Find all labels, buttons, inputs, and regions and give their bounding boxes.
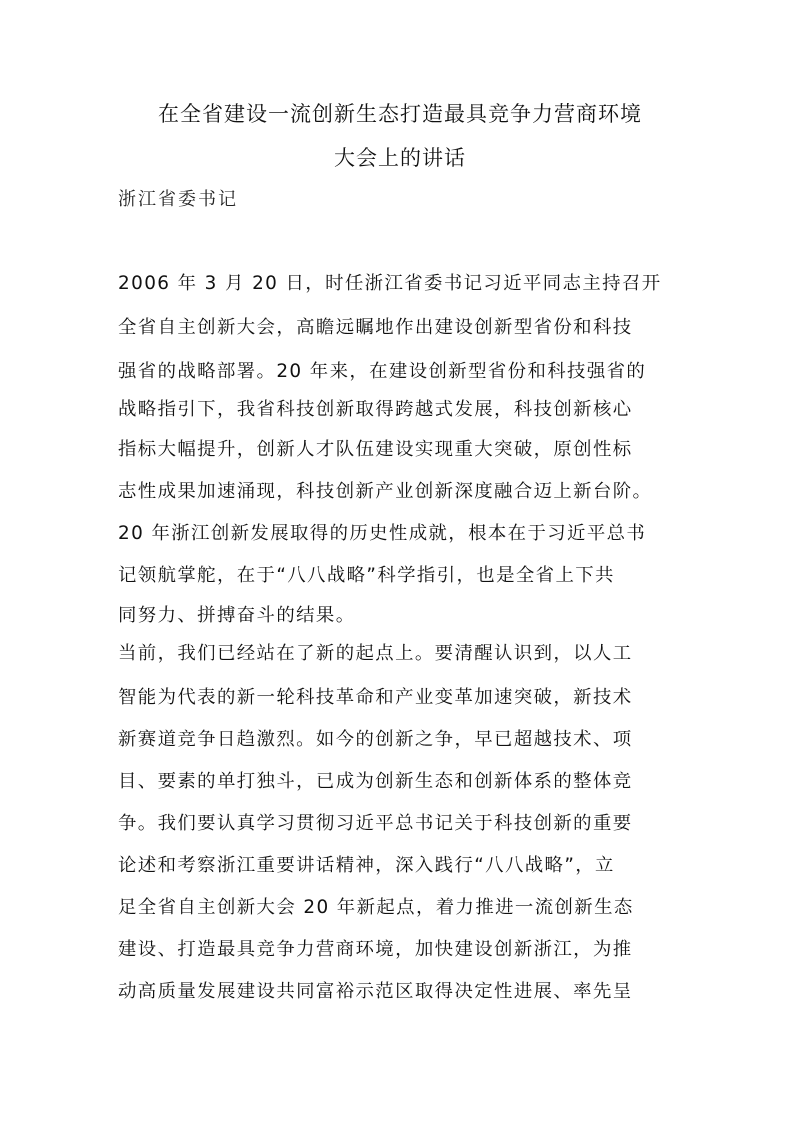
body-text-line: 志性成果加速涌现，科技创新产业创新深度融合迈上新台阶。 (118, 481, 653, 502)
body-text-line: 2006 年 3 月 20 日，时任浙江省委书记习近平同志主持召开 (118, 273, 662, 294)
body-text-line: 记领航掌舵，在于“八八战略”科学指引，也是全省上下共 (118, 565, 615, 586)
body-text-line: 建设、打造最具竞争力营商环境，加快建设创新浙江，为推 (118, 939, 633, 960)
document-title-line-2: 大会上的讲话 (334, 146, 466, 170)
body-text-line: 动高质量发展建设共同富裕示范区取得决定性进展、率先呈 (118, 981, 633, 1002)
body-text-line: 智能为代表的新一轮科技革命和产业变革加速突破，新技术 (118, 687, 633, 708)
author-line: 浙江省委书记 (118, 189, 238, 210)
body-text-line: 20 年浙江创新发展取得的历史性成就，根本在于习近平总书 (118, 523, 647, 544)
body-text-line: 目、要素的单打独斗，已成为创新生态和创新体系的整体竞 (118, 771, 633, 792)
body-text-line: 强省的战略部署。20 年来，在建设创新型省份和科技强省的 (118, 361, 647, 382)
document-title-line-1: 在全省建设一流创新生态打造最具竞争力营商环境 (158, 102, 642, 126)
body-text-line: 同努力、拼搏奋斗的结果。 (118, 605, 356, 626)
body-text-line: 新赛道竞争日趋激烈。如今的创新之争，早已超越技术、项 (118, 729, 633, 750)
body-text-line: 论述和考察浙江重要讲话精神，深入践行“八八战略”，立 (118, 855, 615, 876)
body-text-line: 战略指引下，我省科技创新取得跨越式发展，科技创新核心 (118, 399, 633, 420)
body-text-line: 当前，我们已经站在了新的起点上。要清醒认识到，以人工 (118, 643, 633, 664)
body-text-line: 全省自主创新大会，高瞻远瞩地作出建设创新型省份和科技 (118, 317, 633, 338)
body-text-line: 足全省自主创新大会 20 年新起点，着力推进一流创新生态 (118, 897, 634, 918)
body-text-line: 争。我们要认真学习贯彻习近平总书记关于科技创新的重要 (118, 813, 633, 834)
body-text-line: 指标大幅提升，创新人才队伍建设实现重大突破，原创性标 (118, 439, 633, 460)
